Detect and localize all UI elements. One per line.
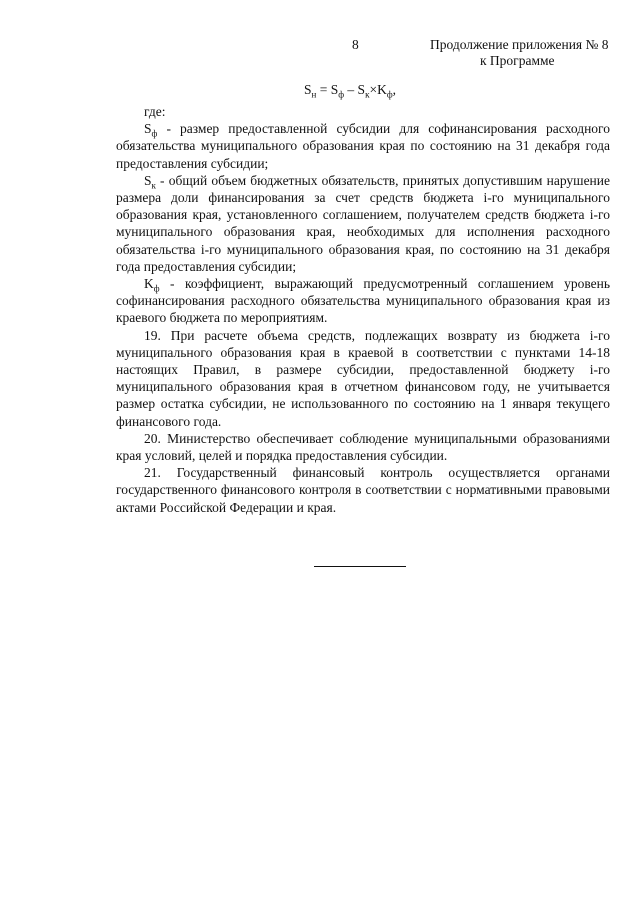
- formula-subscript: н: [311, 89, 317, 100]
- definition-symbol: K: [144, 276, 154, 292]
- definition-symbol: S: [144, 172, 152, 188]
- appendix-header-line2: к Программе: [480, 53, 555, 68]
- definition-text: - общий объем бюджетных обязательств, принятых допустившим нарушение размера доли финансирования за счет средств бюджета i-го муниципального образования края, установленного соглашением, получателем средств бюджета i-го муниципального образования края, необходимых для исполнения расходного обязательства i-го муниципального образования края, по состоянию на 31 декабря года предоставления субсидии;: [116, 172, 610, 274]
- formula: [0, 82, 640, 100]
- formula-operator: ×: [369, 82, 378, 97]
- formula-symbol: S: [330, 82, 339, 97]
- definition-subscript: ф: [153, 283, 160, 294]
- definition-kf: [116, 275, 610, 327]
- formula-symbol: S: [357, 82, 366, 97]
- formula-subscript: ф: [386, 89, 393, 100]
- appendix-header-line1: Продолжение приложения № 8: [430, 37, 609, 52]
- definition-text: - коэффициент, выражающий предусмотренный соглашением уровень софинансирования расходного обязательства муниципального образования края из краевого бюджета по мероприятиям.: [116, 276, 610, 326]
- formula-operator: –: [344, 82, 358, 97]
- page-number: 8: [352, 37, 359, 52]
- definition-text: - размер предоставленной субсидии для софинансирования расходного обязательства муниципального образования края по состоянию на 31 декабря года предоставления субсидии;: [116, 121, 610, 171]
- document-body: [116, 103, 610, 516]
- definition-sf: [116, 120, 610, 172]
- paragraph-19: 19. При расчете объема средств, подлежащих возврату из бюджета i-го муниципального образования края в краевой в соответствии с пунктами 14-18 настоящих Правил, в размере субсидии, предоставленной бюджету i-го муниципального образования края в отчетном финансовом году, не учитывается размер остатка субсидии, не использованного по состоянию на 1 января текущего финансового года.: [116, 327, 610, 429]
- formula-symbol: K: [377, 82, 387, 97]
- formula-operator: =: [316, 82, 331, 97]
- definition-subscript: ф: [151, 128, 158, 139]
- formula-subscript: ф: [338, 89, 345, 100]
- formula-punctuation: ,: [392, 82, 397, 97]
- end-divider: [314, 566, 406, 567]
- formula-symbol: S: [303, 82, 312, 97]
- paragraph-20: 20. Министерство обеспечивает соблюдение муниципальными образованиями края условий, целей и порядка предоставления субсидии.: [116, 430, 610, 464]
- formula-subscript: к: [365, 89, 370, 100]
- paragraph-21: 21. Государственный финансовый контроль осуществляется органами государственного финансового контроля в соответствии с нормативными правовыми актами Российской Федерации и края.: [116, 465, 610, 515]
- definition-symbol: S: [144, 121, 152, 137]
- definition-subscript: к: [151, 180, 156, 191]
- where-label: где:: [144, 104, 166, 119]
- definition-sk: [116, 172, 610, 275]
